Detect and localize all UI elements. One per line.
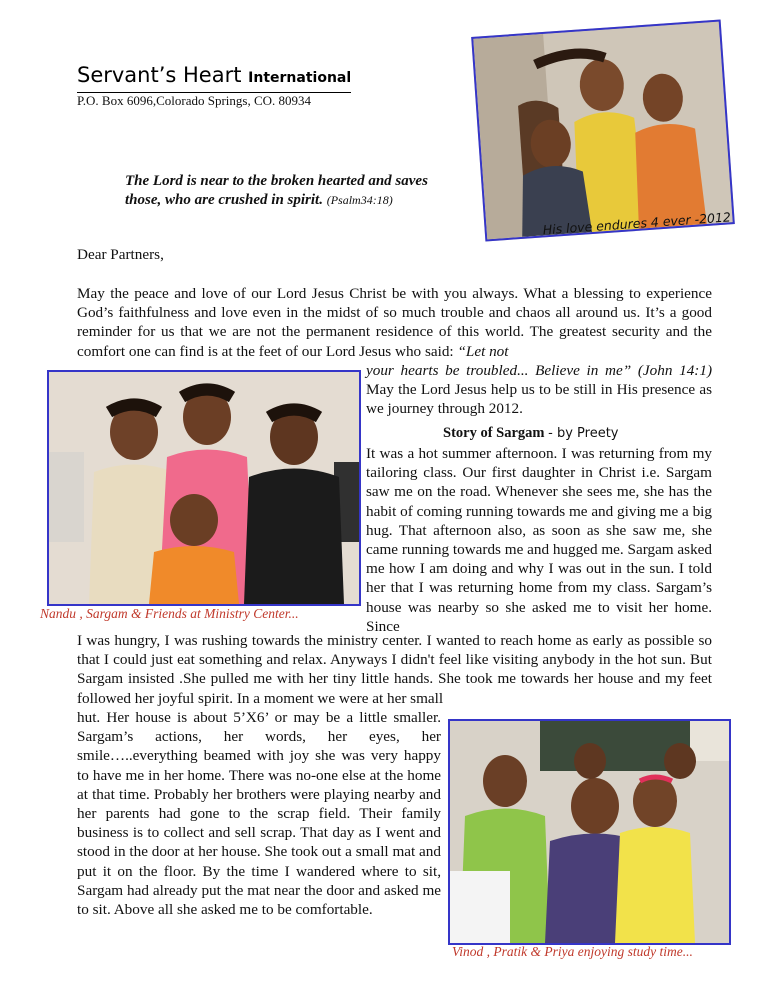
scripture-verse [125,172,465,210]
letter-paragraph-1 [77,284,712,361]
letter-paragraph-1-closing: May the Lord Jesus help us to be still in His presence as we journey through 2012. [366,381,712,418]
photo-boys [471,20,735,242]
org-name-main: Servant’s Heart [77,63,242,87]
letter-greeting: Dear Partners, [77,246,164,263]
photo-girls [47,370,361,606]
photo-girls-image [49,372,359,604]
photo-study-caption: Vinod , Pratik & Priya enjoying study time... [452,944,693,959]
org-address: P.O. Box 6096,Colorado Springs, CO. 80934 [77,93,312,108]
story-paragraph-b: I was hungry, I was rushing towards the ministry center. I wanted to reach home as early as possible so that I could just eat something and relax. Anyways I didn't feel like visiting anybody in the hot sun. But Sargam insisted .She pulled me with her tiny little hands. She took me towards her house and my feet followed her joyful spirit. In a moment we were at her small [77,632,712,707]
letter-paragraph-1-quote-b: your hearts be troubled... Believe in me” (John 14:1) [366,362,712,379]
letter-paragraph-1-cont [366,361,712,419]
story-title-text: Story of Sargam [443,425,545,441]
photo-boys-caption: His love endures 4 ever -2012 [542,209,732,238]
photo-boys-image [473,22,732,240]
letter-paragraph-1-quote-a: “Let not [457,342,509,360]
verse-reference: (Psalm34:18) [326,193,393,207]
verse-text: The Lord is near to the broken hearted and saves those, who are crushed in spirit. [125,173,428,208]
story-paragraph-a: It was a hot summer afternoon. I was returning from my tailoring class. Our first daughter in Christ i.e. Sargam saw me on the road. Whenever she sees me, she has the habit of coming running towards me and giving me a big hug. That afternoon also, as soon as she saw me, she came running towards me and hugged me. Sargam asked me how I am doing and why I was out in the sun. I told her that I was returning home from my class. Sargam’s house was nearby so she asked me to visit her home. Since [366,445,712,635]
org-name-suffix: International [248,70,352,86]
story-byline: - by Preety [548,426,619,441]
org-name [77,62,351,93]
story-paragraph-c: hut. Her house is about 5’X6’ or may be a little smaller. Sargam’s actions, her words, her eyes, her smile…..everything beamed with joy she was very happy to have me in her home. There was no-one else at the home at that time. Probably her brothers were playing nearby and her parents had gone to the scrap field. Their family business is to collect and sell scrap. That day as I went and stood in the door at her house. She took out a small mat and put it on the floor. By the time I wandered where to sit, Sargam had already put the mat near the door and asked me to sit. Above all she asked me to be comfortable. [77,709,441,919]
photo-girls-caption: Nandu , Sargam & Friends at Ministry Center... [40,606,299,621]
story-title [443,425,618,442]
photo-study [448,719,731,945]
photo-study-image [450,721,729,943]
photo-boys-frame [471,20,735,242]
letter-paragraph-1-text: May the peace and love of our Lord Jesus Christ be with you always. What a blessing to experience God’s faithfulness and love even in the midst of so much trouble and chaos all around us. It’s a good reminder for us that we are not the permanent residence of this world. The greatest security and the comfort one can find is at the feet of our Lord Jesus who said: [77,285,712,360]
